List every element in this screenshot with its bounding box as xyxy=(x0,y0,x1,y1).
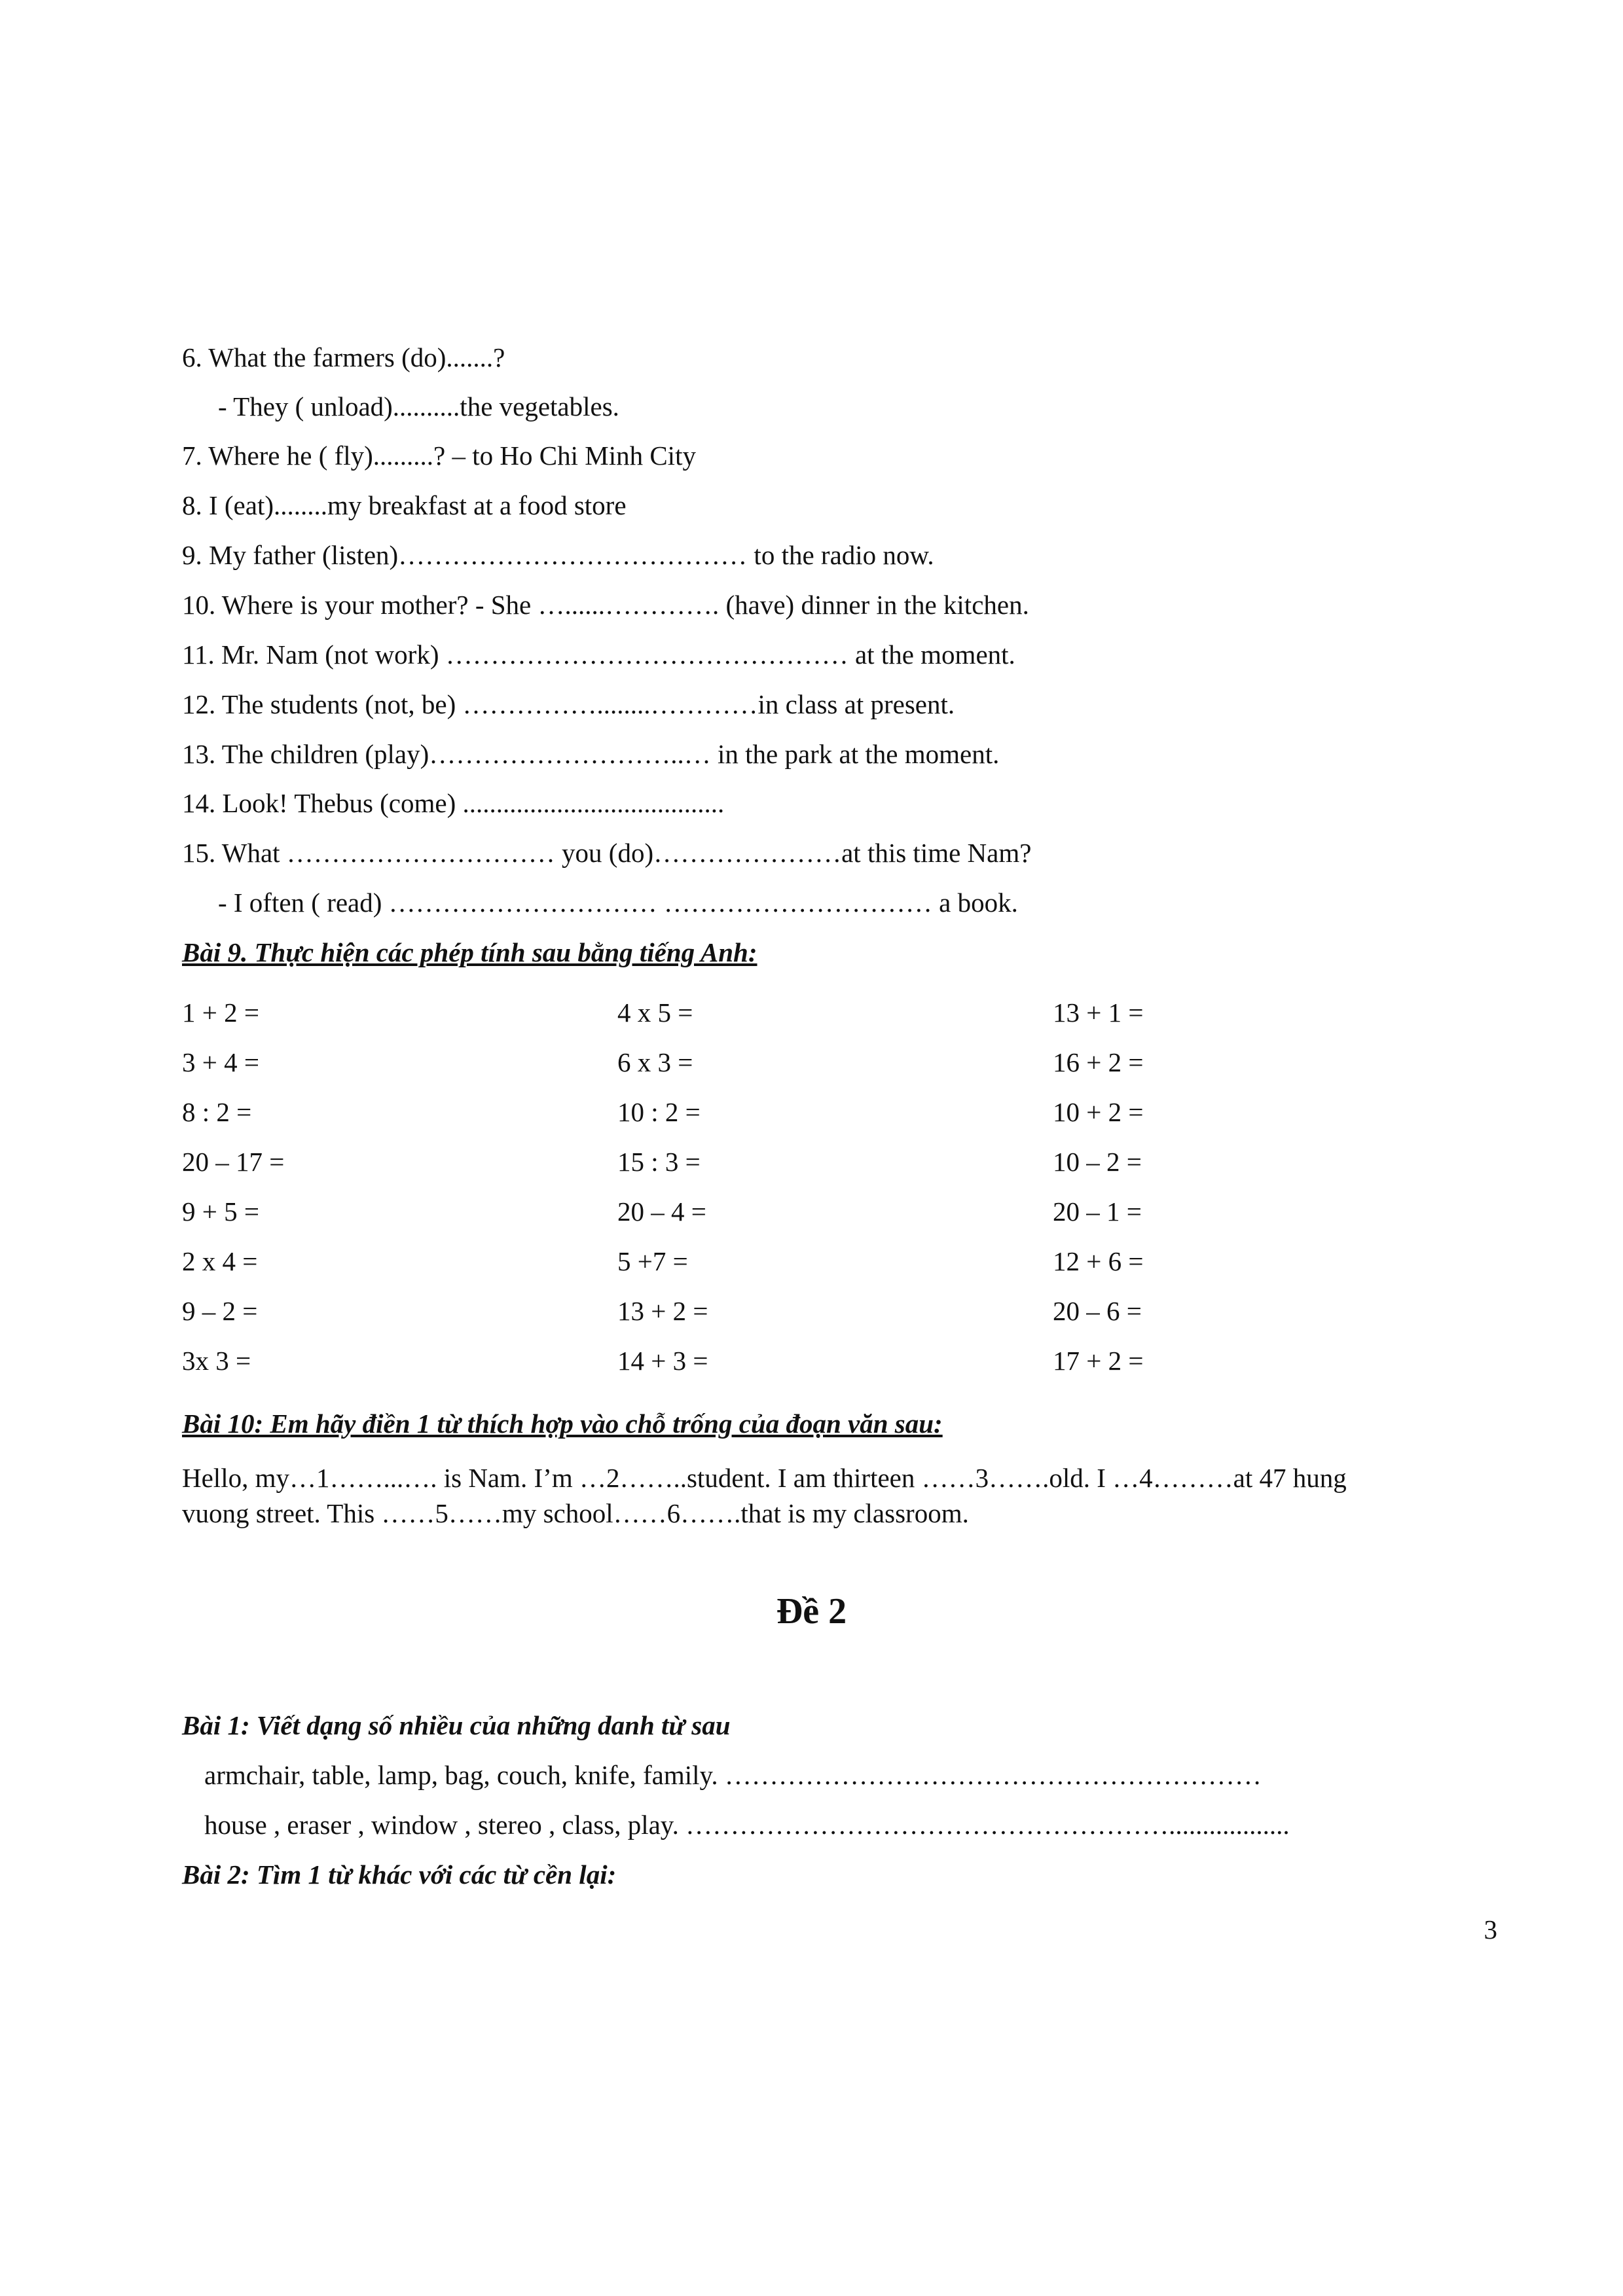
calc-item: 2 x 4 = xyxy=(182,1246,258,1276)
sentence-12: 12. The students (not, be) ……………........…………in class at present. xyxy=(182,689,955,719)
calc-item: 10 : 2 = xyxy=(617,1097,701,1127)
calc-item: 9 + 5 = xyxy=(182,1196,259,1227)
sentence-11: 11. Mr. Nam (not work) ……………………………………… at the moment. xyxy=(182,639,1015,670)
calc-item: 17 + 2 = xyxy=(1053,1346,1144,1376)
calc-item: 6 x 3 = xyxy=(617,1047,693,1077)
calc-item: 5 +7 = xyxy=(617,1246,688,1276)
sentence-15: 15. What ………………………… you (do)…………………at this time Nam? xyxy=(182,838,1032,868)
de2-bai1-line-2: house , eraser , window , stereo , class, play. ……………………………………………….................. xyxy=(204,1810,1290,1840)
calc-item: 3 + 4 = xyxy=(182,1047,259,1077)
sentence-6-answer: - They ( unload)..........the vegetables. xyxy=(218,391,619,422)
calc-item: 10 – 2 = xyxy=(1053,1147,1142,1177)
calc-item: 20 – 4 = xyxy=(617,1196,706,1227)
calc-item: 4 x 5 = xyxy=(617,997,693,1028)
sentence-6: 6. What the farmers (do).......? xyxy=(182,342,505,372)
calc-item: 12 + 6 = xyxy=(1053,1246,1144,1276)
calc-item: 10 + 2 = xyxy=(1053,1097,1144,1127)
calc-item: 20 – 6 = xyxy=(1053,1296,1142,1326)
paragraph-line-1: Hello, my…1……...…. is Nam. I’m …2……..student. I am thirteen ……3…….old. I …4………at 47 hung xyxy=(182,1463,1347,1493)
section-title-de-2: Đề 2 xyxy=(776,1591,847,1632)
calc-item: 20 – 17 = xyxy=(182,1147,285,1177)
page-number: 3 xyxy=(1484,1914,1497,1945)
calc-item: 16 + 2 = xyxy=(1053,1047,1144,1077)
sentence-9: 9. My father (listen)………………………………… to the radio now. xyxy=(182,540,934,570)
calc-item: 14 + 3 = xyxy=(617,1346,708,1376)
calc-item: 13 + 1 = xyxy=(1053,997,1144,1028)
exercise-10-paragraph xyxy=(182,1460,1498,1531)
de2-bai2-heading: Bài 2: Tìm 1 từ khác với các từ cền lại: xyxy=(182,1859,617,1890)
exercise-9-heading: Bài 9. Thực hiện các phép tính sau bằng tiếng Anh: xyxy=(182,937,757,967)
de2-bai1-heading: Bài 1: Viết dạng số nhiều của những danh từ sau xyxy=(182,1710,731,1740)
sentence-14: 14. Look! Thebus (come) ....................................... xyxy=(182,788,725,818)
paragraph-line-2: vuong street. This ……5……my school……6…….that is my classroom. xyxy=(182,1498,969,1528)
calc-item: 20 – 1 = xyxy=(1053,1196,1142,1227)
calc-item: 15 : 3 = xyxy=(617,1147,701,1177)
de2-bai1-line-1: armchair, table, lamp, bag, couch, knife, family. …………………………………………………… xyxy=(204,1760,1262,1790)
calc-item: 3x 3 = xyxy=(182,1346,251,1376)
exercise-10-heading: Bài 10: Em hãy điền 1 từ thích hợp vào chỗ trống của đoạn văn sau: xyxy=(182,1408,943,1439)
sentence-10: 10. Where is your mother? - She …......…………. (have) dinner in the kitchen. xyxy=(182,590,1029,620)
calc-item: 13 + 2 = xyxy=(617,1296,708,1326)
sentence-7: 7. Where he ( fly).........? – to Ho Chi Minh City xyxy=(182,440,696,471)
sentence-8: 8. I (eat)........my breakfast at a food store xyxy=(182,490,627,520)
sentence-15-answer: - I often ( read) ………………………… ………………………… a book. xyxy=(218,888,1018,918)
calc-item: 8 : 2 = xyxy=(182,1097,252,1127)
calc-item: 1 + 2 = xyxy=(182,997,259,1028)
calc-item: 9 – 2 = xyxy=(182,1296,258,1326)
sentence-13: 13. The children (play)………………………..… in the park at the moment. xyxy=(182,739,1000,769)
